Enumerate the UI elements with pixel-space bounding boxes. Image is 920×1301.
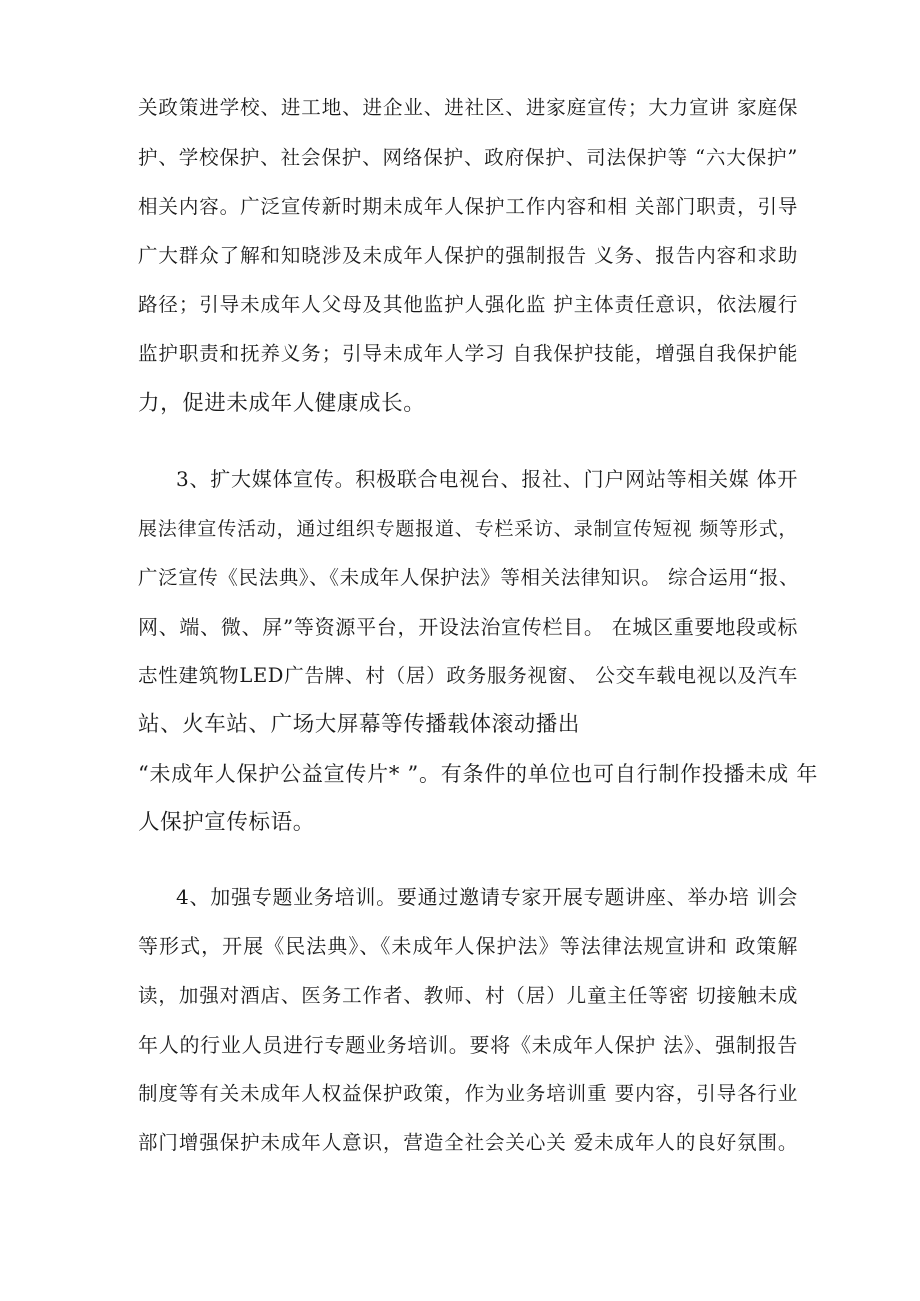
paragraph-2-line-7: “未成年人保护公益宣传片* ”。有条件的单位也可自行制作投播未成 年 bbox=[138, 762, 818, 786]
paragraph-2-line-3: 广泛宣传《民法典》、《未成年人保护法》等相关法律知识。 综合运用“报、 bbox=[138, 566, 800, 589]
paragraph-2-line-1: 3、扩大媒体宣传。积极联合电视台、报社、门户网站等相关媒 体开 bbox=[176, 467, 798, 491]
paragraph-2-line-2: 展法律宣传活动，通过组织专题报道、专栏采访、录制宣传短视 频等形式， bbox=[138, 518, 798, 540]
paragraph-3-line-5: 制度等有关未成年人权益保护政策，作为业务培训重 要内容，引导各行业 bbox=[138, 1082, 798, 1105]
paragraph-2-line-5: 志性建筑物LED广告牌、村（居）政务服务视窗、 公交车载电视以及汽车 bbox=[138, 664, 798, 687]
paragraph-2-line-6: 站、火车站、广场大屏幕等传播载体滚动播出 bbox=[138, 712, 581, 737]
paragraph-3-line-2: 等形式，开展《民法典》、《未成年人保护法》等法律法规宣讲和 政策解 bbox=[138, 934, 798, 958]
paragraph-1-line-6: 监护职责和抚养义务；引导未成年人学习 自我保护技能，增强自我保护能 bbox=[138, 342, 798, 365]
paragraph-1-line-5: 路径；引导未成年人父母及其他监护人强化监 护主体责任意识，依法履行 bbox=[138, 293, 798, 316]
paragraph-1-line-1: 关政策进学校、进工地、进企业、进社区、进家庭宣传；大力宣讲 家庭保 bbox=[138, 96, 798, 119]
paragraph-3-line-1: 4、加强专题业务培训。要通过邀请专家开展专题讲座、举办培 训会 bbox=[176, 885, 798, 909]
paragraph-3-line-3: 读，加强对酒店、医务工作者、教师、村（居）儿童主任等密 切接触未成 bbox=[138, 984, 798, 1007]
paragraph-1-line-3: 相关内容。广泛宣传新时期未成年人保护工作内容和相 关部门职责，引导 bbox=[138, 195, 798, 218]
paragraph-1-line-2: 护、学校保护、社会保护、网络保护、政府保护、司法保护等 “六大保护” bbox=[138, 146, 798, 169]
paragraph-1-line-7: 力，促进未成年人健康成长。 bbox=[138, 391, 426, 416]
paragraph-2-line-8: 人保护宣传标语。 bbox=[138, 810, 315, 835]
paragraph-2-line-4: 网、端、微、屏”等资源平台，开设法治宣传栏目。 在城区重要地段或标 bbox=[138, 615, 798, 639]
paragraph-3-line-4: 年人的行业人员进行专题业务培训。要将《未成年人保护 法》、强制报告 bbox=[138, 1033, 798, 1057]
paragraph-1-line-4: 广大群众了解和知晓涉及未成年人保护的强制报告 义务、报告内容和求助 bbox=[138, 244, 798, 267]
paragraph-3-line-6: 部门增强保护未成年人意识，营造全社会关心关 爱未成年人的良好氛围。 bbox=[138, 1131, 798, 1154]
